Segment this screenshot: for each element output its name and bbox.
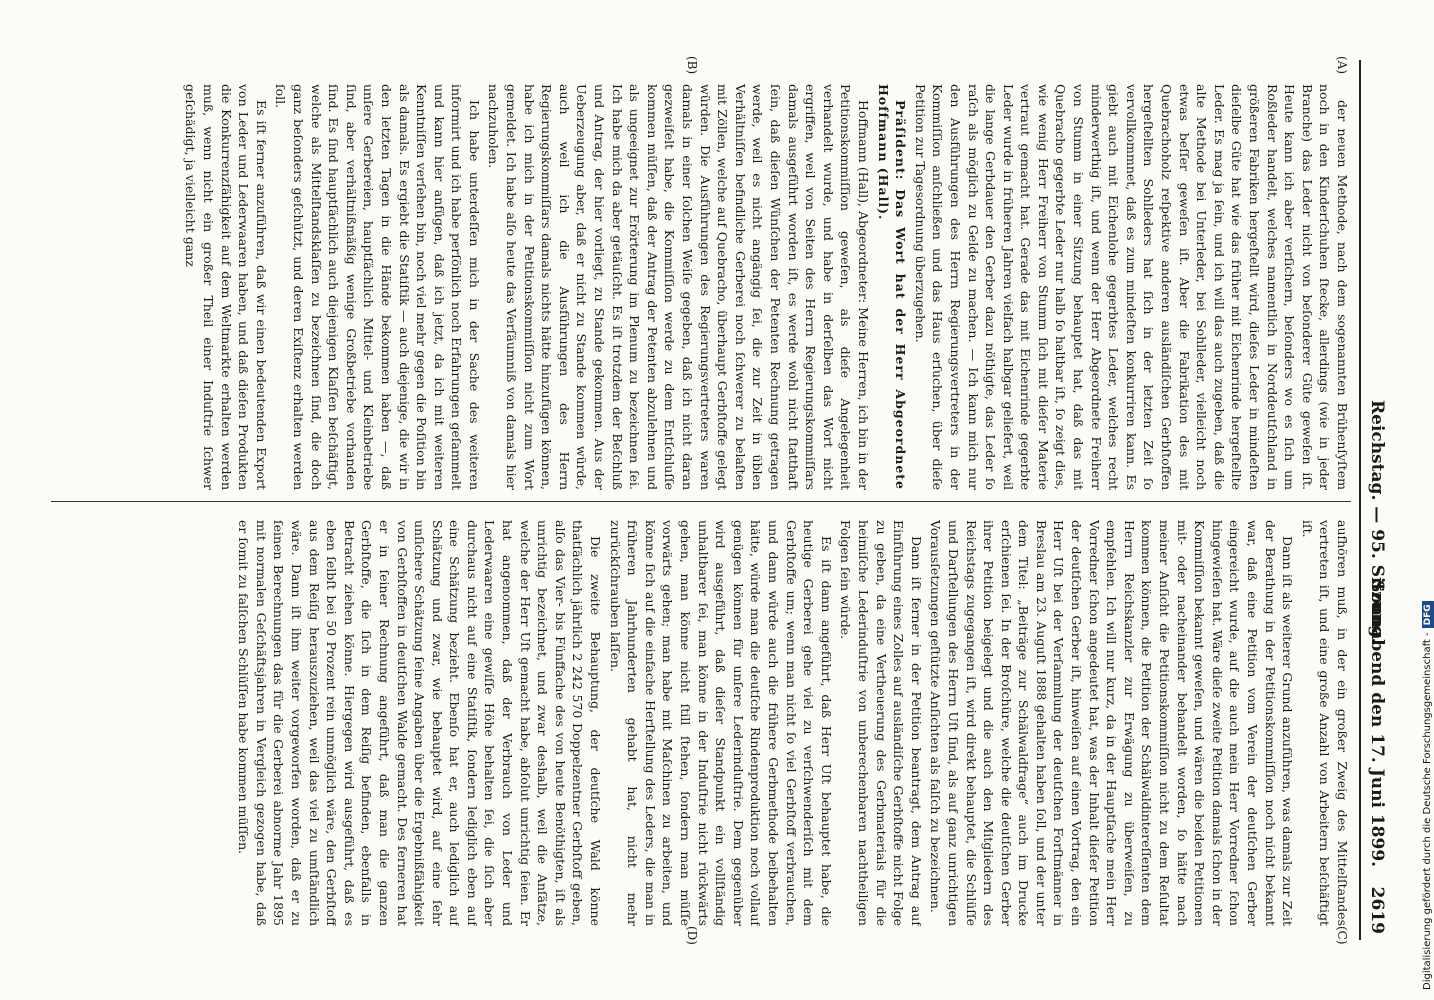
page-header	[1359, 60, 1389, 940]
margin-marker-a: (A)	[1335, 56, 1349, 75]
paragraph: Dann iſt als weiterer Grund anzuführen, was damals zur Zeit der Berathung in der Petitionskommiſſion noch nicht bekannt war, daß eine Petition vom Verein der deutſchen Gerber eingereicht wurde, auf die auch mein Herr Vorredner ſchon hingewieſen hat. Wäre dieſe zweite Petition damals ſchon in der Kommiſſion bekannt geweſen, und wären die beiden Petitionen mit- oder nacheinander behandelt worden, ſo hätte nach meiner Anſicht die Petitionskommiſſion nicht zu dem Reſultat kommen können, die Petition der Schälwaldintereſſenten dem Herrn Reichskanzler zur Erwägung zu überweiſen, zu empfehlen. Ich will nur kurz, da in der Hauptſache mein Herr Vorredner ſchon angedeutet hat, was der Inhalt dieſer Petition der deutſchen Gerber iſt, hinweiſen auf einen Vortrag, den ein Herr Uſt bei der Verſammlung der deutſchen Forſtmänner in Breslau am 23. Auguſt 1888 gehalten haben ſoll, und der unter dem Titel: „Beiträge zur Schälwaldfrage“ auch im Drucke erſchienen ſei. In der Broſchüre, welche die deutſchen Gerber ihrer Petition beigelegt und die auch den Mitgliedern des Reichstags zugegangen iſt, wird direkt behauptet, die Schlüſſe und Darſtellungen des Herrn Uſt ſind, als auf ganz unrichtigen Vorausſetzungen geſtützte Anſichten als falſch zu bezeichnen.	[928, 520, 1296, 926]
session-date: Sonnabend den 17. Juni 1899.	[1367, 580, 1387, 868]
page-number: 2619	[1367, 886, 1387, 934]
margin-marker-c: (C)	[1335, 926, 1349, 945]
digitization-credit	[1422, 601, 1434, 990]
column-divider	[51, 501, 1351, 502]
paragraph: Es iſt dann angeführt, daß Herr Uſt behauptet habe, die heutige Gerberei gehe viel zu verſchwenderiſch mit dem Gerbſtoffe um; wenn man nicht ſo viel Gerbſtoff verbrauchen, und dann würde auch die frühere Gerbmethode beibehalten hätte, würde man die deutſche Rindenproduktion noch vollauf genügen können für unſere Lederinduſtrie. Dem gegenüber wird ausgeführt, daß dieſer Standpunkt ein vollſtändig unhaltbarer ſei, man könne in der Induſtrie nicht rückwärts gehen, man könne nicht ſtill ſtehen, ſondern man müſſe vorwärts gehen; man habe mit Maſchinen zu arbeiten, und könne ſich auf die einfache Herſtellung des Leders, die man in früheren Jahrhunderten gehabt hat, nicht mehr zurückſchrauben laſſen.	[607, 520, 834, 926]
paragraph: aufhören muß, in der ein großer Zweig des Mittelſtandes vertreten iſt, und eine große Anzahl von Arbeitern beſchäftigt iſt.	[1299, 520, 1350, 926]
left-column	[51, 84, 1351, 490]
credit-text: Digitalisierung gefördert durch die Deutsche Forschungsgemeinschaft -	[1422, 632, 1433, 990]
paragraph: Ich habe unterdeſſen mich in der Sache des weiteren informirt und ich habe perſönlich noch Erfahrungen geſammelt und kann hier anfügen, daß ich jetzt, da ich mit weiteren Kenntniſſen verſehen bin, noch viel mehr gegen die Poſition bin als damals. Es ergiebt die Statiſtik — auch diejenige, die wir in den letzten Tagen in die Hände bekommen haben —, daß unſere Gerbereien, hauptſächlich Mittel- und Kleinbetriebe ſind, aber verhältnißmäßig wenige Großbetriebe vorhanden ſind. Es ſind hauptſächlich auch diejenigen Klaſſen beſchäftigt, welche als Mittelſtandsklaſſen zu bezeichnen ſind, die doch ganz beſonders geſchützt, und deren Exiſtenz erhalten werden ſoll.	[273, 84, 482, 490]
paragraph: Dann iſt ferner in der Petition beantragt, dem Antrag auf Einführung eines Zolles auf ausländiſche Gerbſtoffe nicht Folge zu geben, da eine Vertheuerung des Gerbmaterials für die heimiſche Lederinduſtrie von unberechenbaren nachtheiligen Folgen ſein würde.	[838, 520, 924, 926]
margin-marker-d: (D)	[685, 926, 699, 945]
dfg-logo: DFG	[1422, 601, 1434, 628]
paragraph: Die zweite Behauptung, der deutſche Wald könne thatſächlich jährlich 2 242 570 Doppelzentner Gerbſtoff geben, alſo das Vier- bis Fünffache des von heute Benöthigten, iſt als unrichtig bezeichnet, und zwar deshalb, weil die Anſätze, welche der Herr Uſt gemacht habe, abſolut unrichtig ſeien. Er hat angenommen, daß der Verbrauch von Leder und Lederwaaren eine gewiſſe Höhe behalten ſei, die ſich aber durchaus nicht auf eine Statiſtik, ſondern lediglich eben auf eine Schätzung bezieht. Ebenſo hat er, auch lediglich auf Schätzung und zwar, wie behauptet wird, auf eine ſehr unſichere Schätzung ſeine Angaben über die Ergebnißfähigkeit von Gerbſtoffen in deutſchen Walde gemacht. Des ferneren hat er in ſeiner Rechnung angeführt, daß man die ganzen Gerbſtoffe, die ſich in dem Reiſig befinden, ebenfalls in Betracht ziehen könne. Hiergegen wird ausgeführt, daß es eben ſelbſt bei 50 Prozent rein unmöglich wäre, den Gerbſtoff aus dem Reiſig herauszuziehen, weil das viel zu umſtändlich wäre. Dann iſt ihm weiter vorgeworfen worden, daß er zu ſeinen Berechnungen das für die Gerberei abnorme Jahr 1895 mit normalen Geſchäftsjahren in Vergleich gezogen habe, daß er ſomit zu falſchen Schlüſſen habe kommen müſſen.	[236, 520, 604, 926]
session-title: Reichstag. — 95. Sitzung.	[1367, 400, 1387, 644]
right-column	[51, 520, 1351, 926]
paragraph-speech: Hoffmann (Hall), Abgeordneter: Meine Herren, ich bin in der Petitionskommiſſion geweſen, als dieſe Angelegenheit verhandelt wurde, und habe in derſelben das Wort nicht ergriffen, weil von Seiten des Herrn Regierungskommiſſars damals ausgeführt worden iſt, es werde wohl nicht ſtatthaft ſein, daß dieſen Wünſchen der Petenten Rechnung getragen werde, weil es nicht angängig ſei, die zur Zeit in üblen Verhältniſſen befindliche Gerberei noch ſchwerer zu belaſten mit Zöllen, welche auf Quebracho, überhaupt Gerbſtoffe gelegt würden. Die Ausführungen des Regierungsvertreters waren damals in einer ſolchen Weiſe gegeben, daß ich nicht daran gezweifelt habe, die Kommiſſion werde zu dem Entſchluſſe kommen müſſen, daß der Antrag der Petenten abzulehnen und als ungeeignet zur Erörterung im Plenum zu bezeichnen ſei. Ich habe mich da aber getäuſcht. Es iſt trotzdem der Beſchluß und Antrag, der hier vorliegt, zu Stande gekommen. Aus der Ueberzeugung aber, daß er nicht zu Stande kommen würde, auch weil ich die Ausführungen des Herrn Regierungskommiſſars damals nichts hätte hinzufügen können, habe ich mich in der Petitionskommiſſion nicht zum Wort gemeldet. Ich habe alſo heute das Verſäumniß von damals hier nachzuholen.	[486, 84, 871, 490]
margin-marker-b: (B)	[685, 56, 699, 75]
paragraph-speaker-president: Präſident: Das Wort hat der Herr Abgeordnete Hoffmann (Hall).	[875, 84, 909, 490]
page-body	[29, 56, 1389, 945]
paragraph: Es iſt ferner anzuführen, daß wir einen bedeutenden Export von Leder und Lederwaaren haben, und daß dieſen Produkten die Konkurrenzfähigkeit auf dem Weltmarkte erhalten werden muß, wenn nicht ein großer Theil einer Induſtrie ſchwer geſchädigt, ja vielleicht ganz	[183, 84, 269, 490]
paragraph: der neuen Methode, nach dem sogenannten Brühenſyſtem noch in den Kinderſchuhen ſtecke, allerdings (wie in jeder Branche) das Leder nicht von beſonderer Güte geweſen iſt. Heute kann ich aber verſichern, beſonders wo es ſich um Roßleder handelt, welches namentlich in Norddeutſchland in größeren Fabriken hergeſtellt wird, dieſes Leder in mindeſten dieſelbe Güte hat wie das früher mit Eichenrinde hergeſtellte Leder. Es mag ja ſein, und ich will das auch zugeben, daß die alte Methode bei Unterleder, bei Sohlleder, vielleicht noch etwas beſſer geweſen iſt. Aber die Fabrikation des mit Quebrachoholz reſpektive anderen ausländiſchen Gerbſtoffen hergeſtellten Sohlleders hat ſich in der letzten Zeit ſo vervollkommnet, daß es zum mindeſten konkurriren kann. Es giebt auch mit Eichenlohe gegerbtes Leder, welches recht minderwerthig iſt, und wenn der Herr Abgeordnete Freiherr von Stumm in einer Sitzung behauptet hat, daß das mit Quebracho gegerbte Leder nur halb ſo haltbar iſt, ſo zeigt dies, wie wenig Herr Freiherr von Stumm ſich mit dieſer Materie vertraut gemacht hat. Gerade das mit Eichenrinde gegerbte Leder wurde in früheren Jahren vielfach halbgar geliefert, weil die lange Gerbdauer den Gerber dazu nöthigte, das Leder ſo raſch als möglich zu Gelde zu machen. — Ich kann mich nur den Ausführungen des Herrn Regierungsvertreters in der Kommiſſion anſchließen und das Haus erſuchen, über dieſe Petition zur Tagesordnung überzugehen.	[912, 84, 1350, 490]
